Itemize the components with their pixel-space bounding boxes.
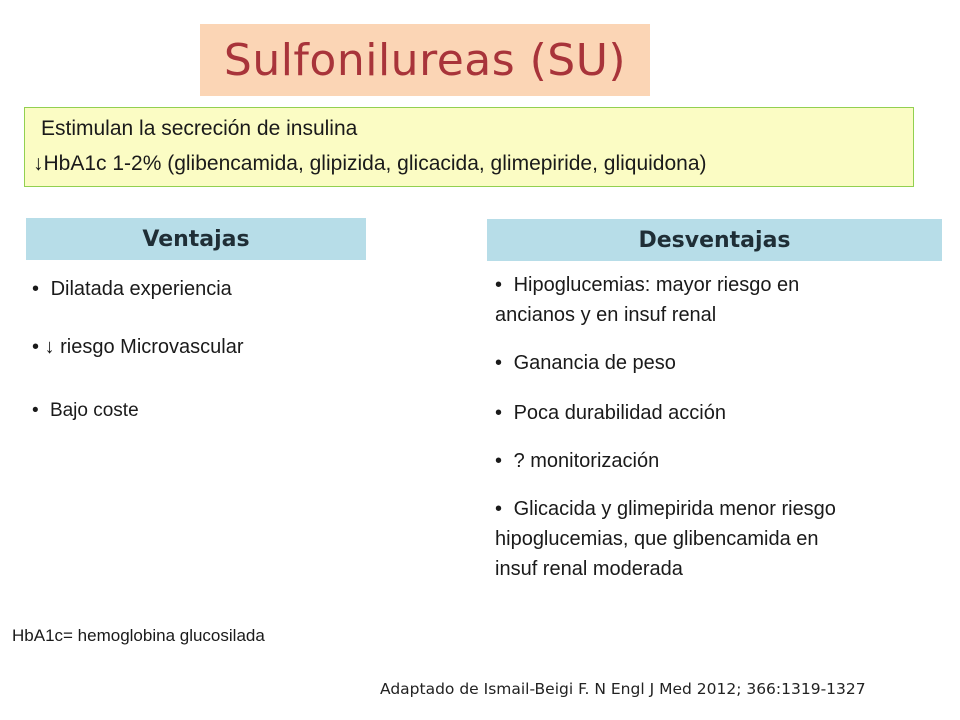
list-item: [495, 272, 799, 298]
list-item: [32, 398, 139, 424]
ventajas-header: Ventajas: [26, 218, 366, 260]
bullet: •: [32, 400, 39, 421]
slide-title: Sulfonilureas (SU): [223, 34, 627, 86]
list-item-text: Hipoglucemias: mayor riesgo en: [513, 274, 800, 296]
down-arrow-icon: ↓: [33, 152, 44, 175]
footnote: HbA1c= hemoglobina glucosilada: [12, 626, 265, 645]
list-item-text: Dilatada experiencia: [50, 278, 232, 300]
down-arrow-icon: ↓: [44, 336, 55, 358]
list-item-text: Poca durabilidad acción: [513, 402, 726, 424]
bullet: •: [32, 278, 40, 300]
bullet: •: [495, 274, 503, 296]
list-item-text: riesgo Microvascular: [60, 336, 244, 358]
list-item-text: ? monitorización: [513, 450, 660, 472]
summary-hba1c-text: HbA1c 1-2% (glibencamida, glipizida, glicacida, glimepiride, gliquidona): [43, 152, 707, 175]
list-item: [495, 400, 726, 426]
bullet: •: [495, 402, 503, 424]
list-item: [495, 350, 676, 376]
bullet: •: [32, 336, 40, 358]
list-item-continuation: hipoglucemias, que glibencamida en: [495, 528, 819, 550]
list-item: [32, 334, 244, 360]
bullet: •: [495, 498, 503, 520]
list-item-continuation: insuf renal moderada: [495, 558, 683, 580]
source-citation: Adaptado de Ismail-Beigi F. N Engl J Med 2012; 366:1319-1327: [380, 680, 866, 698]
summary-line-hba1c: [33, 152, 707, 176]
list-item: [495, 496, 836, 522]
bullet: •: [495, 450, 503, 472]
list-item: [32, 276, 232, 302]
list-item-continuation: ancianos y en insuf renal: [495, 304, 717, 326]
list-item-text: Bajo coste: [49, 400, 139, 421]
title-box: [200, 24, 650, 96]
list-item: [495, 448, 659, 474]
summary-box: [24, 107, 914, 187]
desventajas-header: Desventajas: [487, 219, 942, 261]
list-item-text: Glicacida y glimepirida menor riesgo: [513, 498, 836, 520]
bullet: •: [495, 352, 503, 374]
summary-line-secretion: Estimulan la secreción de insulina: [41, 117, 358, 140]
list-item-text: Ganancia de peso: [513, 352, 676, 374]
